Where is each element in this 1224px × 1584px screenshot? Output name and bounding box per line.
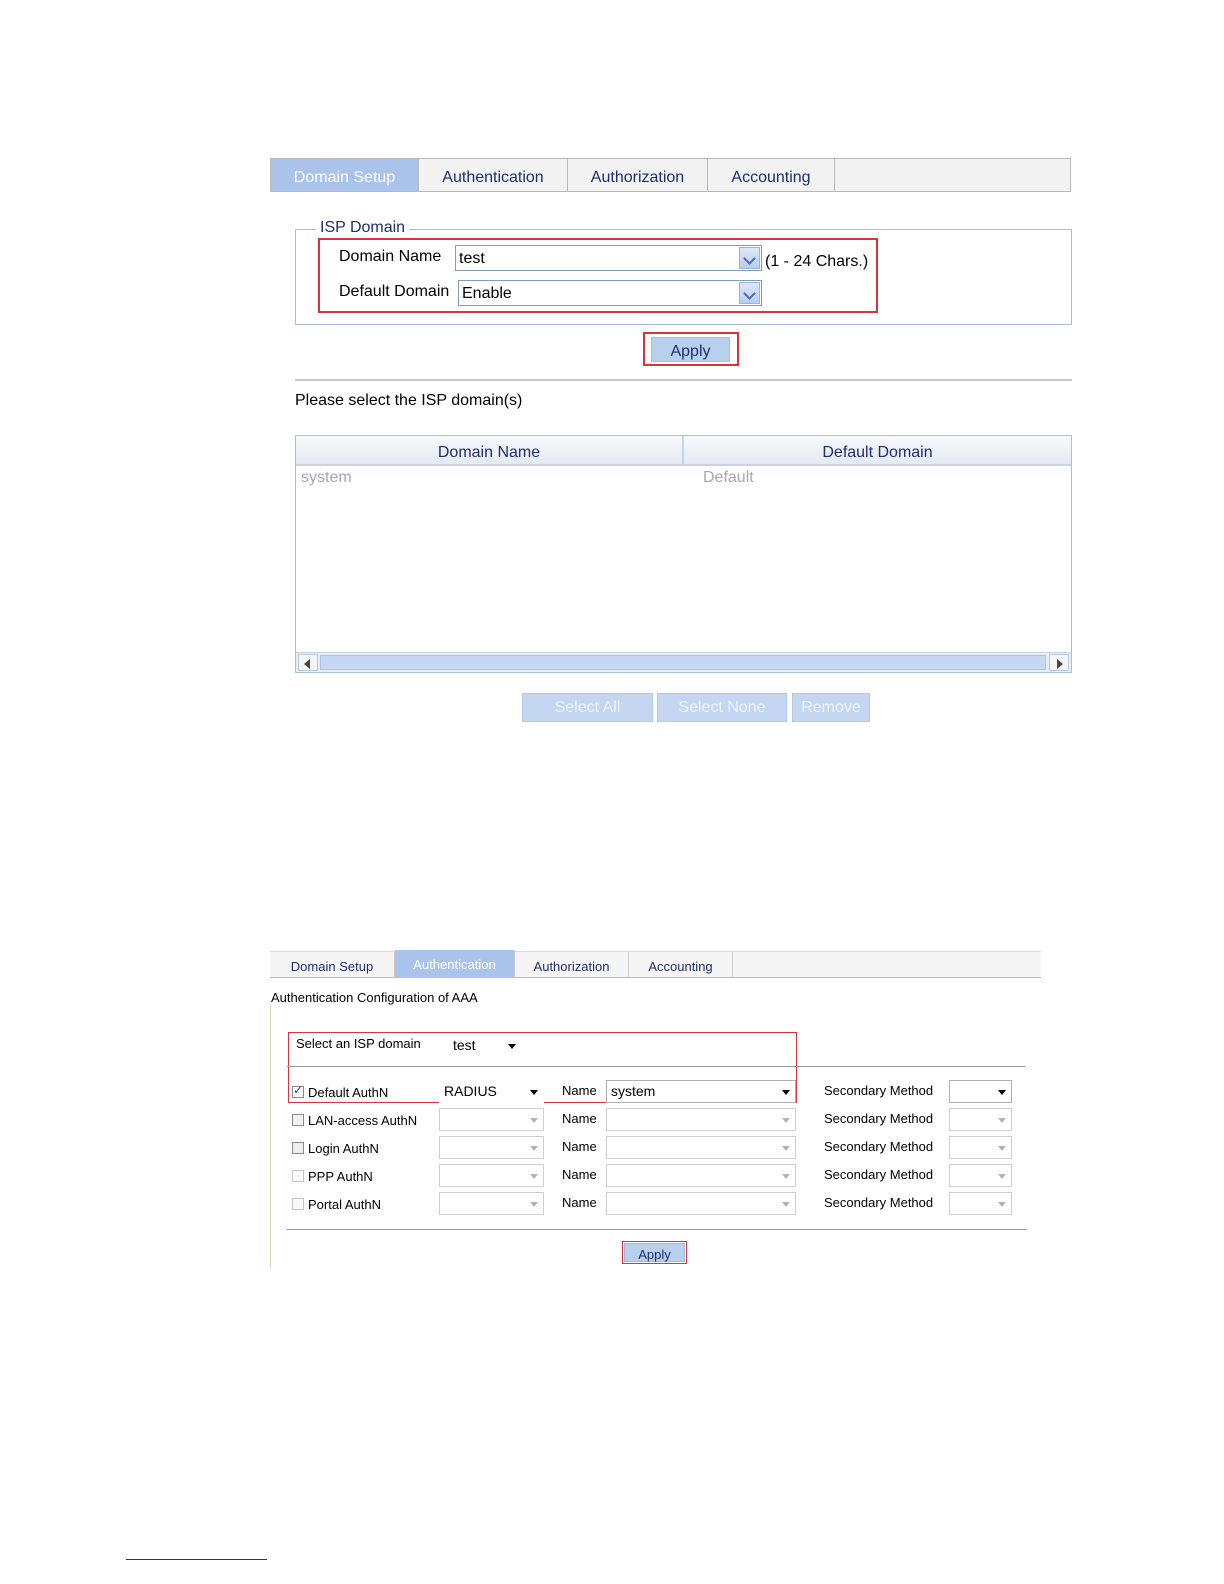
login-authn-checkbox[interactable] — [292, 1142, 304, 1154]
column-header-default-domain[interactable]: Default Domain — [684, 436, 1071, 466]
row-label: Portal AuthN — [308, 1197, 381, 1212]
isp-domain-legend: ISP Domain — [316, 219, 409, 237]
authn-method-select[interactable] — [439, 1108, 544, 1131]
tab-domain-setup[interactable]: Domain Setup — [271, 159, 419, 191]
secondary-method-select[interactable] — [949, 1192, 1012, 1215]
default-domain-select[interactable] — [458, 280, 762, 306]
isp-domain-select[interactable] — [448, 1034, 522, 1057]
row-label: Default AuthN — [308, 1085, 389, 1100]
caret-down-icon — [998, 1118, 1006, 1123]
table-cell-default: Default — [703, 469, 754, 486]
tab-authentication-2[interactable]: Authentication — [395, 950, 515, 978]
tab-bar-2 — [270, 951, 1041, 978]
default-domain-label: Default Domain — [339, 283, 450, 300]
scroll-left-button[interactable] — [298, 654, 318, 671]
scheme-name-select[interactable] — [606, 1080, 796, 1103]
caret-down-icon — [998, 1146, 1006, 1151]
horizontal-scrollbar[interactable] — [296, 652, 1071, 672]
scheme-name-select[interactable] — [606, 1192, 796, 1215]
default-domain-value: Enable — [462, 285, 512, 302]
chevron-down-icon[interactable] — [739, 247, 760, 269]
apply-button-2[interactable]: Apply — [624, 1243, 685, 1262]
select-none-button[interactable]: Select None — [657, 693, 787, 722]
secondary-method-select[interactable] — [949, 1108, 1012, 1131]
caret-down-icon — [530, 1090, 538, 1095]
authn-method-select[interactable] — [439, 1136, 544, 1159]
secondary-method-select[interactable] — [949, 1080, 1012, 1103]
divider — [295, 379, 1072, 381]
left-rule — [270, 1006, 271, 1268]
secondary-method-label: Secondary Method — [824, 1167, 934, 1182]
caret-down-icon — [782, 1146, 790, 1151]
name-label: Name — [562, 1083, 597, 1098]
secondary-method-label: Secondary Method — [824, 1111, 934, 1126]
tab-accounting-2[interactable]: Accounting — [629, 952, 733, 978]
caret-down-icon — [998, 1174, 1006, 1179]
tab-authorization[interactable]: Authorization — [568, 159, 708, 191]
caret-down-icon — [530, 1202, 538, 1207]
caret-down-icon — [530, 1146, 538, 1151]
tab-domain-setup-2[interactable]: Domain Setup — [270, 952, 395, 978]
authn-method-select[interactable] — [439, 1164, 544, 1187]
caret-down-icon — [530, 1174, 538, 1179]
portal-authn-checkbox[interactable] — [292, 1198, 304, 1210]
default-authn-checkbox[interactable] — [292, 1086, 304, 1098]
row-label: LAN-access AuthN — [308, 1113, 418, 1128]
select-prompt: Please select the ISP domain(s) — [295, 392, 523, 409]
scroll-right-button[interactable] — [1049, 654, 1069, 671]
secondary-method-label: Secondary Method — [824, 1195, 934, 1210]
ppp-authn-checkbox[interactable] — [292, 1170, 304, 1182]
name-label: Name — [562, 1111, 597, 1126]
table-cell-domain[interactable]: system — [301, 469, 352, 486]
name-value: system — [611, 1083, 656, 1099]
select-all-button[interactable]: Select All — [522, 693, 653, 722]
scheme-name-select[interactable] — [606, 1164, 796, 1187]
domain-table — [295, 435, 1072, 673]
domain-name-combobox[interactable] — [455, 245, 762, 271]
caret-down-icon — [782, 1174, 790, 1179]
lan-access-authn-checkbox[interactable] — [292, 1114, 304, 1126]
divider-bottom — [287, 1229, 1027, 1230]
section-title: Authentication Configuration of AAA — [271, 990, 478, 1005]
tab-accounting[interactable]: Accounting — [708, 159, 835, 191]
chevron-down-icon[interactable] — [739, 282, 760, 304]
apply-button[interactable]: Apply — [651, 337, 730, 362]
isp-select-label: Select an ISP domain — [296, 1036, 421, 1051]
caret-down-icon — [782, 1202, 790, 1207]
secondary-method-label: Secondary Method — [824, 1083, 934, 1098]
row-label: PPP AuthN — [308, 1169, 373, 1184]
authn-method-select[interactable] — [439, 1080, 544, 1103]
method-value: RADIUS — [444, 1083, 497, 1099]
caret-down-icon — [508, 1044, 516, 1049]
arrow-left-icon — [304, 659, 310, 669]
caret-down-icon — [530, 1118, 538, 1123]
scheme-name-select[interactable] — [606, 1108, 796, 1131]
name-label: Name — [562, 1139, 597, 1154]
scroll-thumb[interactable] — [320, 655, 1046, 670]
authn-method-select[interactable] — [439, 1192, 544, 1215]
secondary-method-label: Secondary Method — [824, 1139, 934, 1154]
column-header-domain-name[interactable]: Domain Name — [296, 436, 684, 466]
divider-top — [287, 1066, 1025, 1067]
domain-name-label: Domain Name — [339, 248, 442, 265]
secondary-method-select[interactable] — [949, 1164, 1012, 1187]
name-label: Name — [562, 1195, 597, 1210]
domain-name-value: test — [459, 250, 485, 267]
caret-down-icon — [782, 1090, 790, 1095]
caret-down-icon — [782, 1118, 790, 1123]
tab-bar — [270, 158, 1071, 192]
caret-down-icon — [998, 1202, 1006, 1207]
scheme-name-select[interactable] — [606, 1136, 796, 1159]
footnote-rule — [126, 1559, 267, 1560]
row-label: Login AuthN — [308, 1141, 379, 1156]
isp-domain-value: test — [453, 1037, 476, 1053]
secondary-method-select[interactable] — [949, 1136, 1012, 1159]
tab-authentication[interactable]: Authentication — [419, 159, 568, 191]
name-label: Name — [562, 1167, 597, 1182]
arrow-right-icon — [1057, 659, 1063, 669]
tab-authorization-2[interactable]: Authorization — [515, 952, 629, 978]
caret-down-icon — [998, 1090, 1006, 1095]
chars-hint: (1 - 24 Chars.) — [765, 253, 869, 270]
remove-button[interactable]: Remove — [792, 693, 870, 722]
